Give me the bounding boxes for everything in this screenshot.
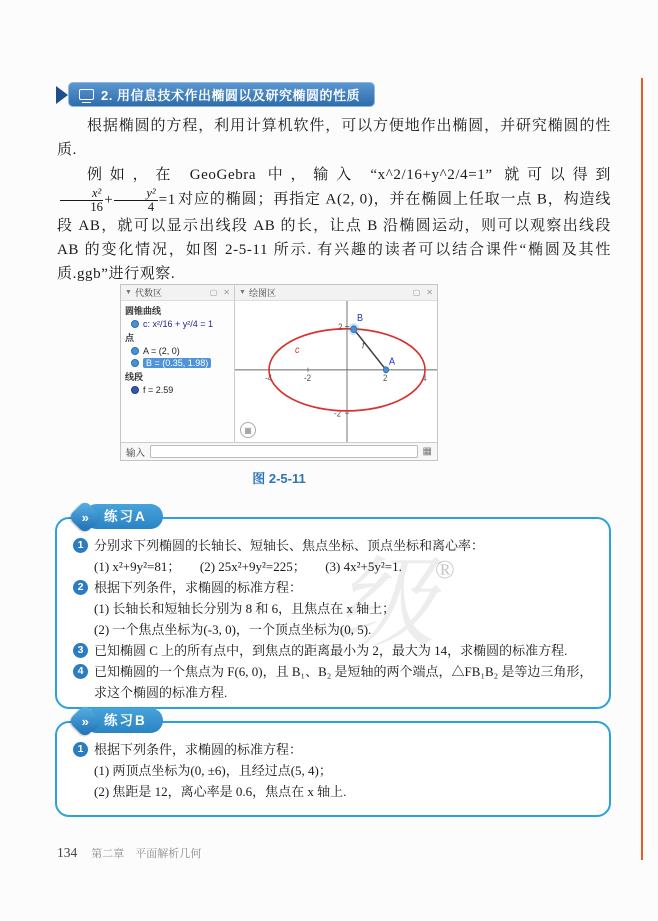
section-title: 2. 用信息技术作出椭圆以及研究椭圆的性质 bbox=[101, 88, 360, 103]
input-bar bbox=[121, 442, 437, 460]
algebra-item-point-a[interactable]: A = (2, 0) bbox=[121, 345, 234, 357]
exercise-item-4 bbox=[73, 661, 597, 703]
exercise-chevron-icon: » bbox=[68, 500, 102, 534]
visibility-dot-icon[interactable] bbox=[131, 320, 139, 328]
geogebra-window bbox=[120, 284, 438, 461]
algebra-panel-header bbox=[121, 285, 234, 301]
segment-label: f bbox=[362, 340, 365, 351]
exercise-a-box bbox=[55, 508, 611, 709]
undock-icon[interactable]: ▢ bbox=[412, 288, 421, 297]
algebra-list bbox=[121, 301, 234, 442]
exercise-b-box bbox=[55, 712, 611, 817]
item-number-badge: 3 bbox=[73, 643, 88, 658]
y-tick-label: 2 bbox=[338, 321, 343, 332]
exercise-a-label: 练习A bbox=[84, 504, 163, 529]
chapter-title: 第二章 平面解析几何 bbox=[91, 848, 202, 860]
item-subline: (2) 焦距是 12，离心率是 0.6，焦点在 x 轴上. bbox=[94, 784, 347, 799]
item-number-badge: 1 bbox=[73, 742, 88, 757]
close-icon[interactable]: ✕ bbox=[223, 288, 230, 297]
computer-icon bbox=[79, 89, 94, 100]
exercise-item-1 bbox=[73, 535, 597, 577]
input-label: 输入 bbox=[126, 447, 146, 459]
exercise-b-tag bbox=[73, 708, 163, 733]
item-text: 已知椭圆 C 上的所有点中，到焦点的距离最小为 2，最大为 14，求椭圆的标准方程. bbox=[94, 643, 568, 658]
algebra-panel bbox=[121, 285, 235, 442]
item-subline: (1) x²+9y²=81； (2) 25x²+9y²=225； (3) 4x²+5y²=1. bbox=[94, 559, 402, 574]
exercise-item-2 bbox=[73, 577, 597, 640]
registered-mark: ® bbox=[435, 555, 455, 584]
visibility-dot-icon[interactable] bbox=[131, 386, 139, 394]
item-text: 已知椭圆的一个焦点为 F(6, 0)，且 B₁、B₂ 是短轴的两个端点，△FB₁B₂ 是等边三角形，求这个椭圆的标准方程. bbox=[94, 664, 593, 700]
algebra-item-ellipse[interactable]: c: x²/16 + y²/4 = 1 bbox=[121, 318, 234, 330]
section-banner bbox=[68, 82, 375, 107]
collapse-icon[interactable]: ▼ bbox=[239, 289, 246, 296]
collapse-icon[interactable]: ▼ bbox=[125, 289, 132, 296]
algebra-panel-title: 代数区 bbox=[134, 288, 162, 298]
command-input[interactable] bbox=[150, 445, 418, 458]
point-a-label: A bbox=[389, 355, 396, 368]
algebra-item-point-b[interactable] bbox=[121, 357, 234, 369]
point-a[interactable] bbox=[383, 367, 388, 373]
exercise-item-3 bbox=[73, 640, 597, 661]
undock-icon[interactable]: ▢ bbox=[209, 288, 218, 297]
item-number-badge: 4 bbox=[73, 664, 88, 679]
graph-canvas[interactable] bbox=[235, 301, 437, 442]
graphics-panel-title: 绘图区 bbox=[248, 288, 276, 298]
point-b[interactable] bbox=[351, 326, 357, 333]
algebra-group-segments: 线段 bbox=[125, 372, 144, 382]
exercise-item-1 bbox=[73, 739, 597, 802]
page-number: 134 bbox=[57, 845, 78, 860]
ellipse-label: c bbox=[295, 344, 300, 357]
item-subline: (1) 长轴长和短轴长分别为 8 和 6，且焦点在 x 轴上； bbox=[94, 601, 396, 616]
visibility-dot-icon[interactable] bbox=[131, 359, 139, 367]
algebra-group-conics: 圆锥曲线 bbox=[125, 306, 162, 316]
point-b-label: B bbox=[357, 312, 364, 325]
fraction-x: $\frac{\text{x²}}{16}$ bbox=[60, 187, 103, 214]
paragraph-example-before: 例如，在 GeoGebra 中，输入 “x^2/16+y^2/4=1” 就可以得到 bbox=[87, 167, 611, 183]
item-text: 分别求下列椭圆的长轴长、短轴长、焦点坐标、顶点坐标和离心率： bbox=[94, 538, 485, 553]
inline-equation: $\frac{\text{x²}}{16}$ + $\frac{\text{y²}}{4}$ =1 bbox=[59, 192, 176, 208]
figure-2-5-11 bbox=[120, 284, 438, 487]
keyboard-toggle-button[interactable]: ▦ bbox=[240, 422, 256, 438]
item-subline: (1) 两顶点坐标为(0, ±6)，且经过点(5, 4)； bbox=[94, 763, 332, 778]
segment-ab[interactable] bbox=[354, 329, 386, 370]
x-tick-label: -2 bbox=[304, 372, 312, 384]
x-tick-label: -4 bbox=[265, 372, 273, 384]
paragraph-example-after: 对应的椭圆；再指定 A(2, 0)，并在椭圆上任取一点 B，构造线段 AB，就可以显示出线段 AB 的长，让点 B 沿椭圆运动，则可以观察出线段 AB 的变化情况，如图 2-5-11 所示. 有兴趣的读者可以结合课件“椭圆及其性质.ggb”进行观察. bbox=[57, 191, 611, 283]
item-number-badge: 1 bbox=[73, 538, 88, 553]
item-subline: (2) 一个焦点坐标为(-3, 0)，一个顶点坐标为(0, 5). bbox=[94, 622, 372, 637]
x-tick-label: 2 bbox=[383, 372, 388, 384]
y-tick-label: -2 bbox=[334, 408, 342, 419]
exercise-a-tag bbox=[73, 504, 163, 529]
item-number-badge: 2 bbox=[73, 580, 88, 595]
exercise-chevron-icon: » bbox=[68, 704, 102, 738]
graphics-panel bbox=[235, 285, 437, 442]
item-text: 根据下列条件，求椭圆的标准方程： bbox=[94, 742, 303, 757]
fraction-y: $\frac{\text{y²}}{4}$ bbox=[114, 187, 157, 214]
x-tick-label: 4 bbox=[422, 372, 427, 384]
exercise-b-label: 练习B bbox=[84, 708, 163, 733]
paragraph-intro: 根据椭圆的方程，利用计算机软件，可以方便地作出椭圆，并研究椭圆的性质. bbox=[57, 118, 611, 158]
input-help-icon[interactable]: ▦ bbox=[422, 446, 432, 457]
item-text: 根据下列条件，求椭圆的标准方程： bbox=[94, 580, 303, 595]
figure-caption: 图 2-5-11 bbox=[252, 471, 306, 486]
page-margin-rule bbox=[641, 78, 643, 860]
graphics-panel-header bbox=[235, 285, 437, 301]
algebra-group-points: 点 bbox=[125, 333, 135, 343]
close-icon[interactable]: ✕ bbox=[426, 288, 433, 297]
page-footer bbox=[57, 845, 201, 861]
visibility-dot-icon[interactable] bbox=[131, 347, 139, 355]
selected-item-highlight: B = (0.35, 1.98) bbox=[143, 358, 211, 368]
paragraph-example bbox=[57, 163, 611, 286]
algebra-item-segment-f[interactable]: f = 2.59 bbox=[121, 384, 234, 396]
